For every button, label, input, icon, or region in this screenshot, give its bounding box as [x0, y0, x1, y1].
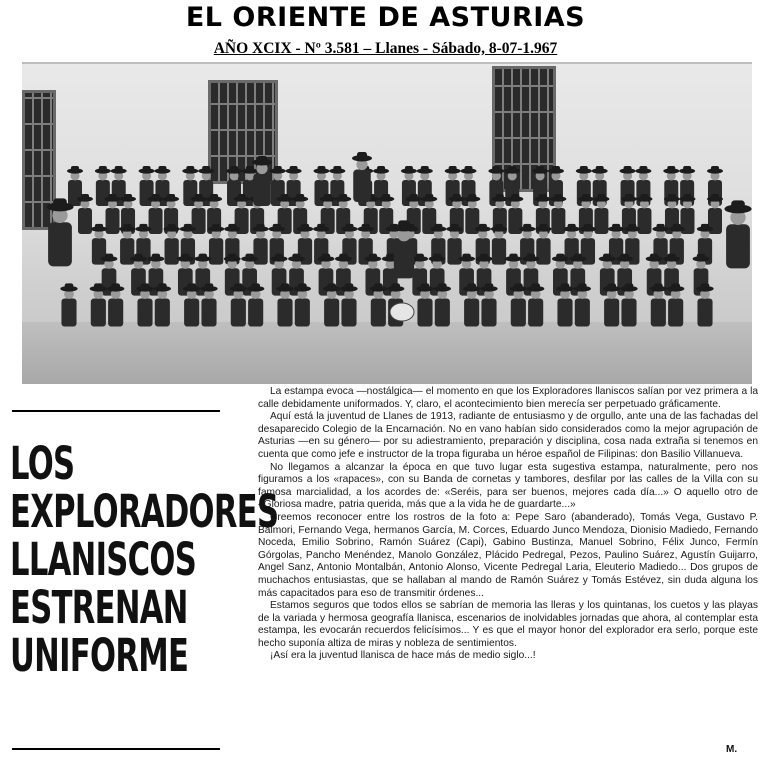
scout-figure [480, 283, 497, 326]
scout-figure [294, 283, 311, 326]
headline-rule-top [12, 410, 220, 412]
scout-figure [276, 283, 293, 326]
headline [10, 437, 279, 682]
scout-figure [667, 283, 684, 326]
article-body [258, 386, 758, 663]
article-signature: M. [726, 744, 738, 755]
scout-figure [491, 224, 507, 265]
scout-figure [230, 283, 247, 326]
adult-figure [46, 198, 73, 266]
scout-figure [434, 283, 451, 326]
headline-line: EXPLORADORES [10, 485, 279, 538]
drum [390, 303, 414, 321]
scout-figure [416, 283, 433, 326]
scout-figure [696, 283, 713, 326]
photo-crowd [22, 62, 752, 384]
scout-figure [183, 283, 200, 326]
scout-figure [550, 194, 566, 234]
headline-line: LLANISCOS [10, 533, 197, 586]
article-paragraph: ¡Así era la juventud llanisca de hace más de medio siglo...! [270, 650, 536, 662]
headline-line: UNIFORME [10, 629, 189, 682]
scout-figure [136, 283, 153, 326]
scout-figure [105, 194, 121, 234]
article-paragraph: No llegamos a alcanzar la época en que tuvo lugar esta sugestiva estampa, naturalmente, pero nos figuramos a los «rapaces», con su Banda de cornetas y tambores, desfilar por las calles de la Villa con su famosa marcialidad, a los acordes de: «Seréis, para ser buenos, mejores cada día...» O aquello otro de «Gloriosa madre, patria querida, más que a la vida he de guardarte...» [258, 461, 758, 511]
adult-figure [252, 156, 272, 206]
article-paragraph: Aquí está la juventud de Llanes de 1913, radiante de entusiasmo y de orgullo, ante una de las fachadas del desaparecido Colegio de la Encarnación. No en vano habían sido considerados como la mejor agrupación de Asturias —en su género— por su adiestramiento, preparación y disciplina, cosa nada extraña si tenemos en cuenta que como jefe e instructor de la tropa figuraba un héroe español de Filipinas: don Basilio Villanueva. [258, 411, 758, 460]
scout-figure [107, 283, 124, 326]
scout-figure [370, 283, 387, 326]
leader-figure [392, 220, 415, 278]
headline-rule-bottom [12, 748, 220, 750]
headline-line: LOS [10, 437, 75, 490]
scout-figure [154, 283, 171, 326]
scout-figure [340, 283, 357, 326]
group-photo [22, 62, 752, 384]
scout-figure [60, 283, 77, 326]
scout-figure [556, 283, 573, 326]
scout-figure [90, 283, 107, 326]
scout-figure [200, 283, 217, 326]
scout-figure [593, 194, 609, 234]
scout-figure [620, 283, 637, 326]
issue-line [0, 40, 771, 58]
scout-figure [650, 283, 667, 326]
adult-figure [352, 152, 372, 202]
article-paragraph: Estamos seguros que todos ellos se sabrían de memoria las lleras y los quintanas, los cuetos y las playas de la variada y hermosa geografía llanisca, escenarios de inolvidables jornadas que ahora, al contemplar esta estampa, les evocarán recuerdos felicísimos... Y es que el mayor honor del explorador era serlo, porque este hecho suponía altiza de miras y nobleza de sentimientos. [258, 600, 758, 649]
scout-figure [463, 283, 480, 326]
scout-figure [323, 283, 340, 326]
issue-line-text: AÑO XCIX - Nº 3.581 – Llanes - Sábado, 8-07-1.967 [213, 40, 558, 57]
headline-line: ESTRENAN [10, 581, 188, 634]
article-paragraph: La estampa evoca —nostálgica— el momento en que los Exploradores llaniscos salían por vez primera a la calle debidamente uniformados. Y, claro, el acontecimiento bien merecía ser perpetuado gráficamente. [258, 386, 758, 410]
adult-figure [724, 200, 751, 268]
scout-figure [527, 283, 544, 326]
article-paragraph: Creemos reconocer entre los rostros de la foto a: Pepe Saro (abanderado), Tomás Vega, Gustavo P. Balmori, Fernando Vega, hermanos García, M. Corces, Eduardo Junco Mendoza, Dionisio Madiedo, Fernando Noceda, Emilio Sobrino, Ramón Suárez (Capi), Gabino Bustinza, Manuel Sobrino, Félix Junco, Fermín Górgolas, Pancho Menéndez, Manolo González, Plácido Pedregal, Pezos, Paulino Suárez, Agustín Guijarro, Angel Sanz, Antonio Montalbán, Antonio Alonso, Vicente Pedregal Laria, Eleuterio Madiedo... Dos grupos de muchachos entusiastas, que se hallaban al mando de Ramón Suárez y Tomás Estévez, sin duda alguna los más capacitados para eso de transmitir órdenes... [258, 511, 758, 599]
scout-figure [247, 283, 264, 326]
scout-figure [77, 194, 93, 234]
scout-figure [510, 283, 527, 326]
scout-figure [603, 283, 620, 326]
masthead-title: EL ORIENTE DE ASTURIAS [185, 2, 586, 33]
scout-figure [574, 283, 591, 326]
